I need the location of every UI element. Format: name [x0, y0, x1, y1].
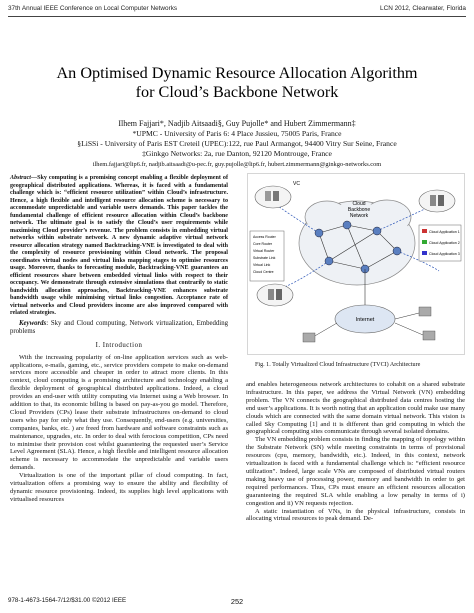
legend-access-router: Access Router [253, 235, 276, 239]
figure-caption: Fig. 1. Totally Virtualized Cloud Infrastructure (TVCI) Architecture [255, 362, 421, 368]
copyright-line: 978-1-4673-1564-7/12/$31.00 ©2012 IEEE [8, 597, 127, 604]
diagram-label-cloud: Cloud [352, 201, 366, 207]
page-footer [8, 597, 466, 607]
author-emails: ilhem.fajjari@lip6.fr, nadjib.aitsaadi@u-pec.fr, guy.pujolle@lip6.fr, hubert.zimmermann@ginkgo-networks.com [92, 160, 382, 168]
conference-venue: LCN 2012, Clearwater, Florida [380, 5, 466, 12]
keywords-text: : Sky and Cloud computing, Network virtualization, Embedding problems [10, 319, 228, 335]
affiliation-2: §LiSSi - University of Paris EST Creteil (UPEC):122, rue Paul Armangot, 94400 Vitry Sur Seine, France [77, 139, 397, 149]
legend-virtual-router: Virtual Router [253, 249, 275, 253]
right-column [246, 381, 465, 523]
keywords [10, 320, 228, 336]
conference-name: 37th Annual IEEE Conference on Local Computer Networks [8, 5, 178, 12]
legend-app-3: Cloud Application 3 [429, 252, 460, 256]
paragraph: The VN embedding problem consists in finding the mapping of topology within the Substrate Network (SN) while meeting constraints in terms of provisional resources (cpu, memory, bandwidth, etc.). Indeed, in this context, network virtualization is faced with a fundamental challenge which is: “efficient resource utilization”. Indeed, large scale VNs are composed of distributed virtual routers making heavy use of processing power, memory and bandwidth in order to get required performances. Thus, CPs must ensure an efficient resources allocation guaranteeing the required SLA while enabling a low penalty in terms of i) congestion and ii) VN requests rejection. [246, 436, 465, 507]
paragraph: With the increasing popularity of on-line application services such as web-applications, e-mails, gaming, etc., service providers compete to make on-demand services more accessible and cheaper in order to attract more clients. In this context, cloud computing is a promising architecture and technology enabling a flexible deployment of geographical distributed applications. Indeed, a cloud provides an end-user with utility computing via Internet using a Web browser. In addition to that, its economic billing is based on pay-as-you go model. Therefore, Cloud Providers (CPs) lease their substrate infrastructures on-demand to cloud users who pay for only what they use. Consequently, end-users (e.g. universities, companies, banks, etc. ) are freed from hardware and software constraints such as maintenance, upgrades, etc. In order to deal with ferocious competition, CPs need to minimise their provision cost whilst guaranteeing the requested user’s Service Level Agreement (SLA). Hence, a high flexible and intelligent resource allocation scheme is necessary to accommodate the unpredictable and variable users demands. [10, 353, 228, 472]
cloud-centre-bottom-left [257, 284, 293, 306]
section-heading: I. Introduction [95, 341, 143, 349]
paragraph: Virtualization is one of the important pillar of cloud computing. In fact, virtualization offers a promising way to ensure the ability and flexibility of dynamic resource provisioning. Indeed, its supplies high level applications with virtualised resources [10, 472, 228, 503]
diagram-label-internet: Internet [355, 317, 375, 323]
figure-1-diagram [247, 173, 465, 355]
legend-app-2: Cloud Application 2 [429, 241, 460, 245]
affiliation-3: ‡Ginkgo Networks: 2a, rue Danton, 92120 Montrouge, France [142, 149, 332, 159]
running-header [8, 5, 466, 17]
left-column [10, 175, 228, 504]
cloud-centre-right [419, 190, 455, 212]
author-block [10, 118, 464, 170]
keywords-label: Keywords [19, 319, 47, 327]
abstract [10, 175, 228, 318]
abstract-text: —Sky computing is a promising concept enabling a flexible deployment of geographical distributed applications. Whereas, it is faced with a fundamental challenge which is: “efficient resource utilization” within Cloud’s infrastructure. Hence, a high flexible and intelligent resource allocation scheme is necessary to accommodate unpredictable and variable users demands. This paper tackles the fundamental challenge of efficient resource allocation within Cloud’s backbone network. The ultimate goal is to satisfy the Cloud’s user requirements while maximising Cloud provider’s revenue. The problem consists in embedding virtual networks within substrate network. A new dynamic adaptive virtual network resource allocation strategy named Backtracking-VNE is investigated to deal with the complexity of resource provisioning within Cloud network. The proposal coordinates virtual nodes and virtual links mapping stages to optimise resources usage. Moreover, thanks to forecasting module, Backtracking-VNE guarantees an efficient resources share between embedded virtual links with respect to their occupancy. We demonstrate through extensive simulations that contrarily to static bandwidth allocation approaches, Backtracking-VNE enhances substrate bandwidth usage while minimising virtual links congestion. Acceptance rate of virtual networks and Cloud providers income are also improved compared with related strategies. [10, 175, 228, 316]
author-names: Ilhem Fajjari*, Nadjib Aitsaadi§, Guy Pujolle* and Hubert Zimmermann‡ [118, 119, 356, 128]
diagram-label-network: Network [349, 213, 369, 219]
title-line-2: for Cloud’s Backbone Network [135, 83, 339, 101]
legend-core-router: Core Router [253, 242, 273, 246]
legend-virtual-link: Virtual Link [253, 263, 271, 267]
diagram-label-backbone: Backbone [347, 207, 371, 213]
page-number: 252 [230, 597, 244, 606]
virtual-cloud [255, 186, 291, 208]
title-line-1: An Optimised Dynamic Resource Allocation Algorithm [56, 64, 418, 82]
paragraph: A static instantiation of VNs, in the physical infrastructure, consists in allocating virtual resources to peak demand. De- [246, 507, 465, 523]
paragraph: and enables heterogeneous network architectures to cohabit on a shared substrate infrastructure. In this paper, we address the Virtual Network (VN) embedding problem. The VN connects the geographical distributed data centres hosting the end user’s applications. It is worth noting that an application could make use many clouds which are connected with the same domain virtual network. This vision is called Sky Computing [1] and it is different than grid computing in which the geographical computing sites communicate through several isolated domains. [246, 381, 465, 436]
abstract-label: Abstract [10, 175, 31, 181]
affiliation-1: *UPMC - University of Paris 6: 4 Place Jussieu, 75005 Paris, France [132, 129, 342, 138]
architecture-diagram [247, 173, 465, 355]
paper-title [30, 64, 444, 102]
header-rule [8, 16, 466, 17]
legend-substrate-link: Substrate Link [253, 256, 276, 260]
diagram-label-vc: VC [293, 181, 300, 187]
legend-app-1: Cloud Application 1 [429, 230, 460, 234]
legend-cloud-centre: Cloud Centre [253, 270, 274, 274]
